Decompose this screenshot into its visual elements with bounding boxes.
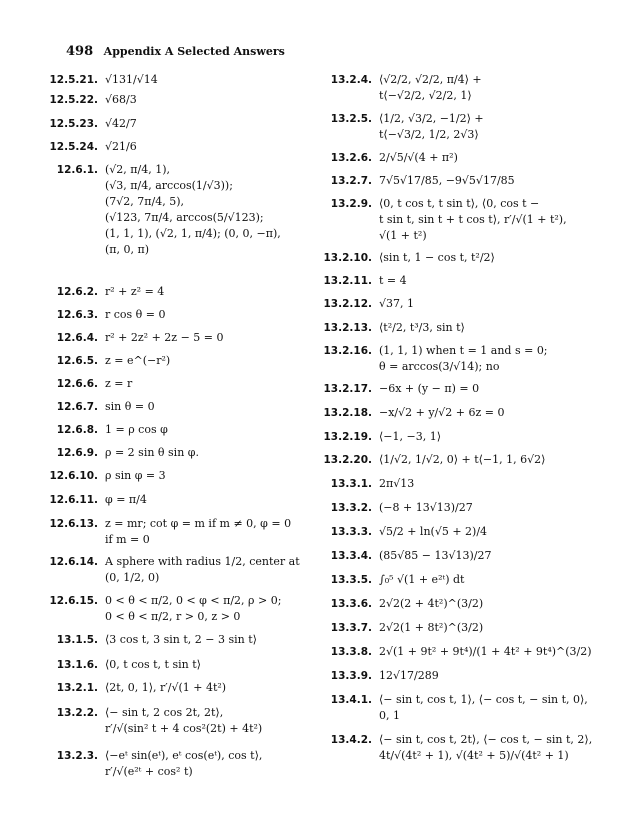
- exercise-number: 13.2.18.: [323, 407, 372, 419]
- answer-line: t sin t, sin t + t cos t⟩, r′/√(1 + t²),: [379, 213, 567, 226]
- exercise-number: 13.1.5.: [56, 634, 98, 646]
- answer-text: [379, 732, 598, 764]
- answer-line: φ = π/4: [105, 493, 147, 506]
- answer-line: √68/3: [105, 93, 137, 106]
- exercise-number: 13.3.2.: [330, 502, 372, 514]
- answer-line: (π, 0, π): [105, 243, 150, 256]
- exercise-number: 13.4.1.: [330, 694, 372, 706]
- exercise-number: 12.6.7.: [56, 401, 98, 413]
- exercise-number: 13.2.13.: [323, 322, 372, 334]
- answer-line: (1, 1, 1) when t = 1 and s = 0;: [379, 344, 548, 357]
- answer-line: 0, 1: [379, 709, 400, 722]
- answer-text: [105, 516, 306, 548]
- answer-line: (85√85 − 13√13)/27: [379, 549, 492, 562]
- exercise-number: 12.6.4.: [56, 332, 98, 344]
- answer-line: ⟨2t, 0, 1⟩, r′/√(1 + 4t²): [105, 681, 227, 694]
- answer-line: (√3, π/4, arccos(1/√3));: [105, 179, 233, 192]
- answer-line: if m = 0: [105, 533, 150, 546]
- exercise-number: 13.2.6.: [330, 152, 372, 164]
- answer-text: [379, 343, 598, 375]
- exercise-number: 12.6.3.: [56, 309, 98, 321]
- answer-text: [105, 92, 306, 108]
- answer-line: √131/√14: [105, 73, 158, 86]
- exercise-number: 13.2.9.: [330, 198, 372, 210]
- answer-line: √(1 + t²): [379, 229, 427, 242]
- answer-text: [379, 596, 598, 612]
- exercise-number: 13.3.6.: [330, 598, 372, 610]
- exercise-number: 13.2.1.: [56, 682, 98, 694]
- answer-text: [379, 111, 598, 143]
- answer-line: ⟨0, t cos t, t sin t⟩: [105, 658, 201, 671]
- answer-text: [105, 376, 306, 392]
- answer-text: [379, 273, 598, 289]
- answer-line: r² + z² = 4: [105, 285, 165, 298]
- answer-line: 4t/√(4t² + 1), √(4t² + 5)/√(4t² + 1): [379, 749, 569, 762]
- answer-line: 2√2(2 + 4t²)^(3/2): [379, 597, 484, 610]
- exercise-number: 12.5.21.: [49, 74, 98, 86]
- exercise-number: 12.6.13.: [49, 518, 98, 530]
- answer-text: [105, 353, 306, 369]
- answer-line: √37, 1: [379, 297, 414, 310]
- exercise-number: 12.6.1.: [56, 164, 98, 176]
- exercise-number: 13.2.5.: [330, 113, 372, 125]
- answer-line: (−8 + 13√13)/27: [379, 501, 473, 514]
- answer-line: ⟨1/2, √3/2, −1/2⟩ +: [379, 112, 484, 125]
- answer-text: [379, 173, 598, 189]
- answer-line: 0 < θ < π/2, 0 < φ < π/2, ρ > 0;: [105, 594, 282, 607]
- answer-text: [379, 150, 598, 166]
- answer-text: [105, 330, 306, 346]
- answer-line: ⟨sin t, 1 − cos t, t²/2⟩: [379, 251, 495, 264]
- answer-line: (0, 1/2, 0): [105, 571, 160, 584]
- exercise-number: 13.3.5.: [330, 574, 372, 586]
- answer-text: [379, 405, 598, 421]
- answer-line: ⟨−eᵗ sin(eᵗ), eᵗ cos(eᵗ), cos t⟩,: [105, 749, 263, 762]
- answer-text: [379, 572, 598, 588]
- answer-text: [105, 632, 306, 648]
- answer-line: r cos θ = 0: [105, 308, 166, 321]
- answer-text: [105, 492, 306, 508]
- exercise-number: 13.3.3.: [330, 526, 372, 538]
- answer-line: 1 = ρ cos φ: [105, 423, 168, 436]
- answer-text: [379, 548, 598, 564]
- exercise-number: 13.2.7.: [330, 175, 372, 187]
- answer-line: A sphere with radius 1/2, center at: [105, 555, 300, 568]
- answer-line: t = 4: [379, 274, 407, 287]
- answer-text: [379, 620, 598, 636]
- answer-line: z = e^(−r²): [105, 354, 171, 367]
- page-number: 498: [66, 44, 94, 59]
- exercise-number: 13.3.1.: [330, 478, 372, 490]
- exercise-number: 13.2.12.: [323, 298, 372, 310]
- answer-line: ⟨− sin t, cos t, 1⟩, ⟨− cos t, − sin t, 0⟩,: [379, 693, 588, 706]
- exercise-number: 13.2.20.: [323, 454, 372, 466]
- answer-line: sin θ = 0: [105, 400, 155, 413]
- answer-line: 2√2(1 + 8t²)^(3/2): [379, 621, 484, 634]
- exercise-number: 12.6.9.: [56, 447, 98, 459]
- answer-text: [105, 139, 306, 155]
- answer-text: [379, 250, 598, 266]
- exercise-number: 12.6.8.: [56, 424, 98, 436]
- answer-line: t⟨−√3/2, 1/2, 2√3⟩: [379, 128, 479, 141]
- answer-line: z = r: [105, 377, 133, 390]
- answer-line: r′/√(sin² t + 4 cos²(2t) + 4t²): [105, 722, 263, 735]
- answer-line: ⟨−1, −3, 1⟩: [379, 430, 441, 443]
- answer-text: [105, 307, 306, 323]
- answer-text: [379, 72, 598, 104]
- answer-text: [105, 284, 306, 300]
- answer-text: [105, 748, 306, 780]
- answer-text: [379, 524, 598, 540]
- exercise-number: 13.3.8.: [330, 646, 372, 658]
- exercise-number: 12.6.6.: [56, 378, 98, 390]
- exercise-number: 13.2.4.: [330, 74, 372, 86]
- answer-text: [105, 554, 306, 586]
- exercise-number: 12.6.14.: [49, 556, 98, 568]
- answer-line: r′/√(e²ᵗ + cos² t): [105, 765, 193, 778]
- answer-line: ∫₀⁵ √(1 + e²ᵗ) dt: [379, 573, 465, 586]
- running-title: Appendix A Selected Answers: [103, 45, 285, 58]
- page-header: [66, 44, 285, 59]
- exercise-number: 12.6.11.: [49, 494, 98, 506]
- answer-text: [105, 657, 306, 673]
- answer-text: [379, 668, 598, 684]
- answer-line: ⟨√2/2, √2/2, π/4⟩ +: [379, 73, 482, 86]
- answer-line: ⟨1/√2, 1/√2, 0⟩ + t⟨−1, 1, 6√2⟩: [379, 453, 546, 466]
- answer-line: √5/2 + ln(√5 + 2)/4: [379, 525, 488, 538]
- answer-line: ⟨0, t cos t, t sin t⟩, ⟨0, cos t −: [379, 197, 540, 210]
- answer-line: 12√17/289: [379, 669, 439, 682]
- answer-line: ⟨− sin t, 2 cos 2t, 2t⟩,: [105, 706, 224, 719]
- exercise-number: 13.2.11.: [323, 275, 372, 287]
- exercise-number: 13.3.7.: [330, 622, 372, 634]
- answer-text: [379, 452, 598, 468]
- answer-line: −x/√2 + y/√2 + 6z = 0: [379, 406, 505, 419]
- answer-text: [105, 680, 306, 696]
- answer-line: (√123, 7π/4, arccos(5/√123);: [105, 211, 264, 224]
- answer-text: [379, 476, 598, 492]
- answer-line: 0 < θ < π/2, r > 0, z > 0: [105, 610, 241, 623]
- answer-line: ρ = 2 sin θ sin φ.: [105, 446, 199, 459]
- exercise-number: 12.6.15.: [49, 595, 98, 607]
- answer-line: 2/√5/√(4 + π²): [379, 151, 458, 164]
- answer-line: 7√5√17/85, −9√5√17/85: [379, 174, 515, 187]
- exercise-number: 13.2.17.: [323, 383, 372, 395]
- answer-text: [379, 381, 598, 397]
- answer-line: ⟨3 cos t, 3 sin t, 2 − 3 sin t⟩: [105, 633, 257, 646]
- answer-line: (7√2, 7π/4, 5),: [105, 195, 185, 208]
- answer-text: [105, 399, 306, 415]
- exercise-number: 12.5.22.: [49, 94, 98, 106]
- answer-line: √42/7: [105, 117, 137, 130]
- answer-text: [105, 422, 306, 438]
- answer-text: [105, 445, 306, 461]
- answer-line: (1, 1, 1), (√2, 1, π/4); (0, 0, −π),: [105, 227, 281, 240]
- exercise-number: 12.6.5.: [56, 355, 98, 367]
- exercise-number: 13.2.2.: [56, 707, 98, 719]
- answer-text: [379, 429, 598, 445]
- exercise-number: 13.2.3.: [56, 750, 98, 762]
- exercise-number: 13.3.4.: [330, 550, 372, 562]
- answer-text: [105, 705, 306, 737]
- answer-line: ⟨t²/2, t³/3, sin t⟩: [379, 321, 465, 334]
- exercise-number: 13.3.9.: [330, 670, 372, 682]
- answer-line: 2√(1 + 9t² + 9t⁴)/(1 + 4t² + 9t⁴)^(3/2): [379, 645, 592, 658]
- answer-line: t⟨−√2/2, √2/2, 1⟩: [379, 89, 472, 102]
- answer-line: 2π√13: [379, 477, 415, 490]
- answer-line: r² + 2z² + 2z − 5 = 0: [105, 331, 224, 344]
- answer-line: z = mr; cot φ = m if m ≠ 0, φ = 0: [105, 517, 292, 530]
- exercise-number: 13.2.19.: [323, 431, 372, 443]
- answer-text: [379, 320, 598, 336]
- answer-text: [105, 593, 306, 625]
- answer-text: [379, 500, 598, 516]
- answer-text: [105, 116, 306, 132]
- answer-line: ρ sin φ = 3: [105, 469, 166, 482]
- answer-text: [105, 468, 306, 484]
- answer-text: [379, 692, 598, 724]
- answer-text: [379, 196, 598, 244]
- answer-text: [105, 72, 306, 88]
- exercise-number: 13.1.6.: [56, 659, 98, 671]
- exercise-number: 12.6.10.: [49, 470, 98, 482]
- answer-text: [379, 644, 598, 660]
- answer-line: θ = arccos(3/√14); no: [379, 360, 500, 373]
- answer-line: ⟨− sin t, cos t, 2t⟩, ⟨− cos t, − sin t, 2⟩,: [379, 733, 593, 746]
- answer-line: (√2, π/4, 1),: [105, 163, 171, 176]
- answer-text: [379, 296, 598, 312]
- exercise-number: 12.6.2.: [56, 286, 98, 298]
- answer-text: [105, 162, 306, 258]
- exercise-number: 13.4.2.: [330, 734, 372, 746]
- exercise-number: 12.5.23.: [49, 118, 98, 130]
- answer-line: √21/6: [105, 140, 137, 153]
- exercise-number: 12.5.24.: [49, 141, 98, 153]
- exercise-number: 13.2.10.: [323, 252, 372, 264]
- exercise-number: 13.2.16.: [323, 345, 372, 357]
- answer-line: −6x + (y − π) = 0: [379, 382, 480, 395]
